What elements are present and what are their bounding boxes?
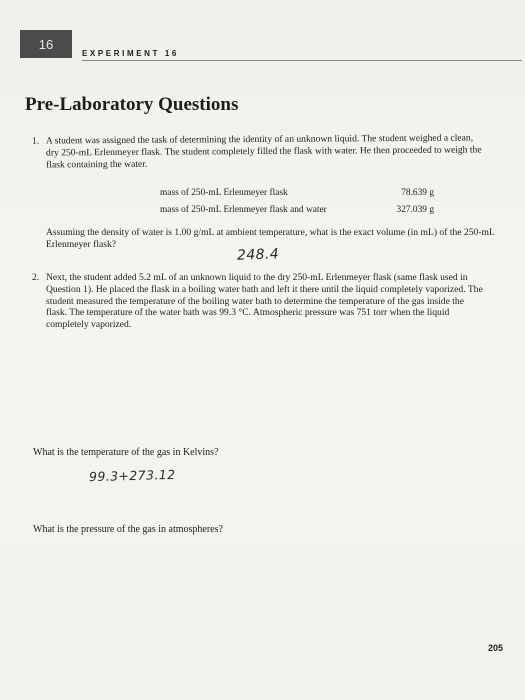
header-page-number: 16 [20, 30, 72, 58]
question-1-text: A student was assigned the task of determining the identity of an unknown liquid. The student weighed a clean, dry 250-mL Erlenmeyer flask. The student completely filled the flask with water. He then proceeded to weigh the flask containing the water. [45, 132, 482, 171]
question-2-number: 2. [32, 272, 40, 283]
row-value: 78.639 g [401, 188, 434, 198]
question-2 [32, 272, 484, 331]
table-row [160, 205, 460, 222]
handwritten-answer-volume: 248.4 [236, 246, 280, 264]
question-2-text: Next, the student added 5.2 mL of an unknown liquid to the dry 250-mL Erlenmeyer flask (same flask used in Question 1). He placed the flask in a boiling water bath and left it there until the liquid completely vaporized. The student measured the temperature of the boiling water bath to determine the temperature of the gas inside the flask. The temperature of the water bath was 99.3 °C. Atmospheric pressure was 751 torr when the liquid completely vaporized. [46, 272, 483, 331]
question-1 [32, 132, 484, 171]
question-1-number: 1. [31, 135, 40, 147]
question-1-prompt: Assuming the density of water is 1.00 g/mL at ambient temperature, what is the exact volume (in mL) of the 250-mL Erlenmeyer flask? [46, 227, 495, 250]
sub-question-pressure: What is the pressure of the gas in atmospheres? [33, 524, 223, 535]
row-label: mass of 250-mL Erlenmeyer flask and water [160, 205, 327, 215]
header-divider [82, 60, 522, 61]
footer-page-number: 205 [488, 643, 504, 653]
experiment-label: EXPERIMENT 16 [82, 49, 179, 58]
mass-data-table [160, 188, 460, 222]
table-row [160, 188, 460, 205]
row-value: 327.039 g [396, 205, 434, 215]
page-title: Pre-Laboratory Questions [25, 94, 239, 115]
handwritten-answer-temperature: 99.3+273.12 [88, 466, 176, 485]
sub-question-temperature: What is the temperature of the gas in Kelvins? [33, 447, 219, 458]
page-header [20, 30, 520, 70]
row-label: mass of 250-mL Erlenmeyer flask [160, 188, 288, 198]
